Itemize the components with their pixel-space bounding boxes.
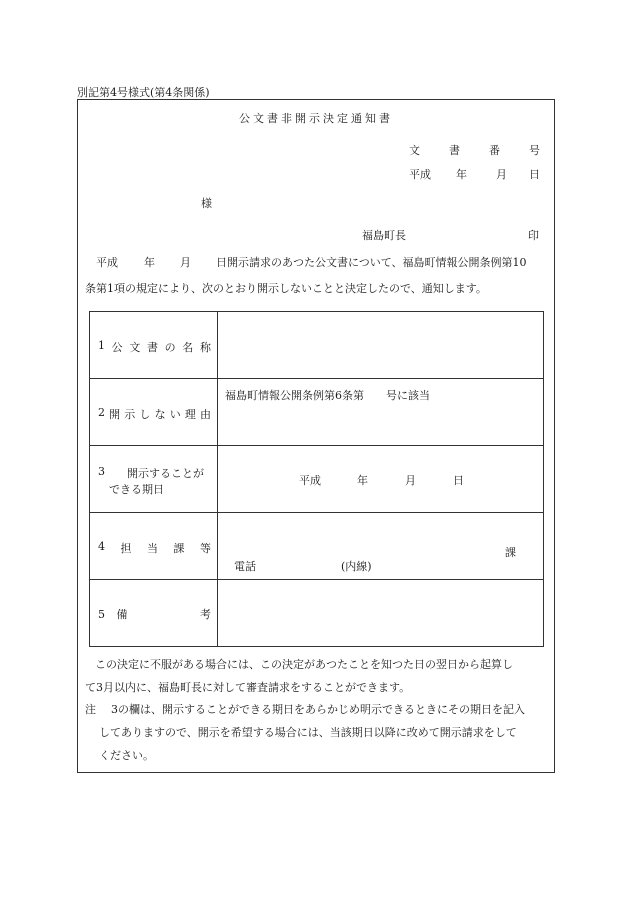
column-divider	[217, 379, 218, 445]
date-day: 日	[529, 168, 540, 181]
appeal-note-line-1: この決定に不服がある場合には、この決定があつたことを知つた日の翌日から起算し	[95, 658, 513, 671]
row-label-head	[98, 606, 128, 622]
row-number: 3	[98, 465, 105, 478]
date-era: 平成	[299, 474, 321, 487]
date-era: 平成	[409, 168, 431, 181]
table-row	[90, 379, 543, 446]
row-label-department	[98, 540, 211, 556]
row-number: 4	[98, 540, 105, 553]
intro-line-1	[96, 254, 556, 268]
seal-mark: 印	[528, 229, 539, 242]
label-char: 由	[199, 408, 211, 421]
footnote-line-1: 3の欄は、開示することができる期日をあらかじめ明示できるときにその期日を記入	[111, 703, 525, 716]
row-number: 2	[98, 406, 105, 419]
label-char: 名	[182, 341, 194, 354]
doc-number-char: 番	[489, 144, 500, 157]
doc-number-char: 号	[529, 144, 540, 157]
notice-form	[77, 99, 555, 773]
document-number-label	[409, 142, 540, 158]
extension-label: (内線)	[341, 560, 372, 573]
label-char: 担	[120, 542, 132, 555]
column-divider	[217, 513, 218, 579]
label-char: 公	[111, 341, 123, 354]
addressee-suffix: 様	[201, 197, 212, 210]
label-char: 文	[129, 341, 141, 354]
label-char: 備	[116, 608, 128, 621]
row-label-document-name	[98, 339, 211, 355]
row-label-remarks	[98, 606, 211, 622]
row-number: 1	[98, 339, 105, 352]
label-char: 開	[109, 408, 121, 421]
intro-month: 月	[180, 256, 191, 269]
label-char: 示	[124, 408, 136, 421]
date-year: 年	[357, 474, 368, 487]
table-row	[90, 312, 543, 379]
issue-date	[409, 166, 540, 180]
doc-number-char: 書	[449, 144, 460, 157]
row-number: 5	[98, 608, 105, 621]
date-month: 月	[496, 168, 507, 181]
decision-table	[89, 311, 544, 647]
label-char: 課	[173, 542, 185, 555]
department-suffix: 課	[505, 546, 516, 559]
row-label-reason	[98, 406, 211, 422]
date-month: 月	[405, 474, 416, 487]
date-day: 日	[453, 474, 464, 487]
label-char: い	[169, 408, 181, 421]
row-label-disclosure-date-line1: 開示することが	[127, 467, 204, 480]
label-char: 当	[147, 542, 158, 555]
label-char: 称	[199, 341, 211, 354]
label-char: 理	[184, 408, 196, 421]
issuer-name: 福島町長	[362, 229, 406, 242]
intro-line-2: 条第1項の規定により、次のとおり開示しないことと決定したので、通知します。	[85, 282, 487, 295]
intro-year: 年	[144, 256, 155, 269]
reason-value: 福島町情報公開条例第6条第 号に該当	[225, 389, 430, 402]
footnote-line-3: ください。	[99, 749, 154, 762]
label-char: し	[139, 408, 151, 421]
label-char: 書	[146, 341, 158, 354]
phone-label: 電話	[234, 560, 256, 573]
appeal-note-line-2: て3月以内に、福島町長に対して審査請求をすることができます。	[85, 681, 411, 694]
row-label-disclosure-date-line2: できる期日	[109, 483, 164, 496]
label-char: 考	[200, 608, 211, 621]
disclosure-date	[217, 472, 543, 486]
intro-era: 平成	[96, 256, 118, 269]
table-row	[90, 580, 543, 646]
form-label: 別記第4号様式(第4条関係)	[77, 86, 210, 99]
column-divider	[217, 312, 218, 378]
doc-number-char: 文	[409, 144, 420, 157]
document-title: 公文書非開示決定通知書	[239, 112, 393, 125]
footnote-line-2: してありますので、開示を希望する場合には、当該期日以降に改めて開示請求をして	[99, 726, 517, 739]
table-row	[90, 513, 543, 580]
label-char: 等	[200, 542, 211, 555]
column-divider	[217, 580, 218, 646]
table-row	[90, 446, 543, 513]
label-char: な	[154, 408, 166, 421]
footnote-marker: 注	[85, 703, 96, 716]
label-char: の	[164, 341, 176, 354]
intro-text: 日開示請求のあつた公文書について、福島町情報公開条例第10	[216, 256, 527, 269]
date-year: 年	[456, 168, 467, 181]
